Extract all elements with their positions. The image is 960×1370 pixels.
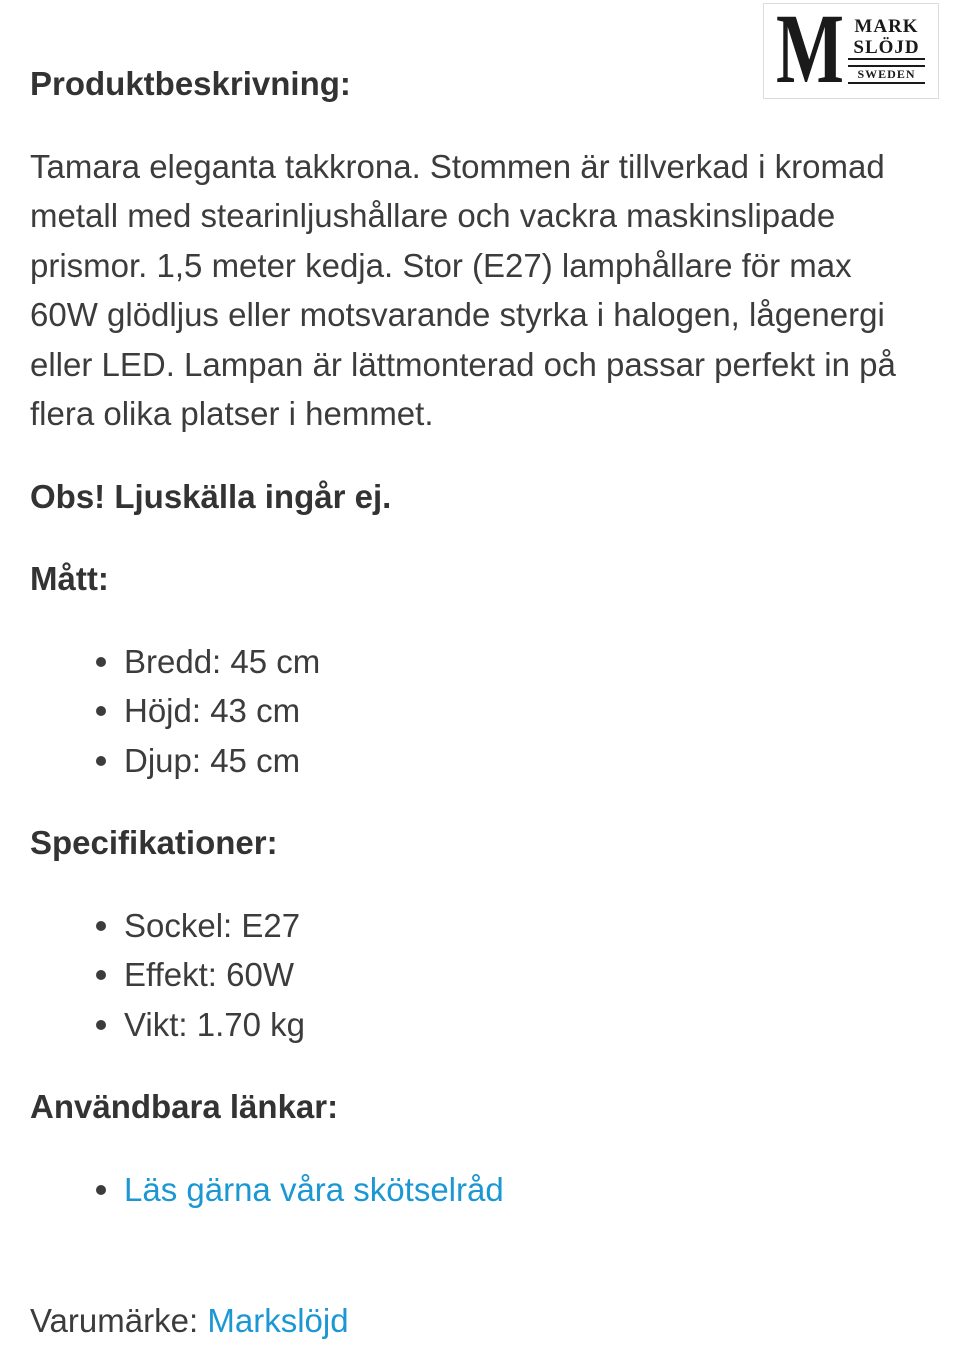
dimensions-heading: Mått: bbox=[30, 560, 109, 597]
spec-power: Effekt: 60W bbox=[124, 950, 930, 1000]
description-line: 60W glödljus eller motsvarande styrka i halogen, lågenergi bbox=[30, 296, 885, 333]
description-line: flera olika platser i hemmet. bbox=[30, 395, 434, 432]
brand-row bbox=[30, 1296, 930, 1346]
light-source-note: Obs! Ljuskälla ingår ej. bbox=[30, 477, 392, 515]
description-line: metall med stearinljushållare och vackra maskinslipade bbox=[30, 197, 836, 234]
specifications-list bbox=[30, 901, 930, 1050]
brand-label: Varumärke: bbox=[30, 1302, 199, 1339]
useful-link-item bbox=[124, 1165, 930, 1215]
spec-weight: Vikt: 1.70 kg bbox=[124, 1000, 930, 1050]
dimension-width: Bredd: 45 cm bbox=[124, 637, 930, 687]
spec-socket: Sockel: E27 bbox=[124, 901, 930, 951]
description-line: prismor. 1,5 meter kedja. Stor (E27) lamphållare för max bbox=[30, 246, 852, 284]
description-heading: Produktbeskrivning: bbox=[30, 65, 351, 102]
useful-links-list bbox=[30, 1165, 930, 1215]
dimension-depth: Djup: 45 cm bbox=[124, 736, 930, 786]
product-description bbox=[30, 59, 930, 1346]
logo-letter: M bbox=[776, 0, 844, 104]
dimension-height: Höjd: 43 cm bbox=[124, 686, 930, 736]
specifications-heading: Specifikationer: bbox=[30, 824, 278, 861]
description-text bbox=[30, 142, 930, 439]
logo-word-slojd: SLÖJD bbox=[848, 37, 925, 60]
logo-word-sweden: SWEDEN bbox=[848, 65, 925, 84]
useful-links-heading: Användbara länkar: bbox=[30, 1088, 339, 1125]
description-line: eller LED. Lampan är lättmonterad och passar perfekt in på bbox=[30, 345, 896, 383]
dimensions-list bbox=[30, 637, 930, 786]
brand-link[interactable]: Markslöjd bbox=[207, 1302, 349, 1339]
description-line: Tamara eleganta takkrona. Stommen är tillverkad i kromad bbox=[30, 147, 885, 185]
logo-word-mark: MARK bbox=[854, 16, 919, 37]
care-advice-link[interactable]: Läs gärna våra skötselråd bbox=[124, 1170, 504, 1208]
